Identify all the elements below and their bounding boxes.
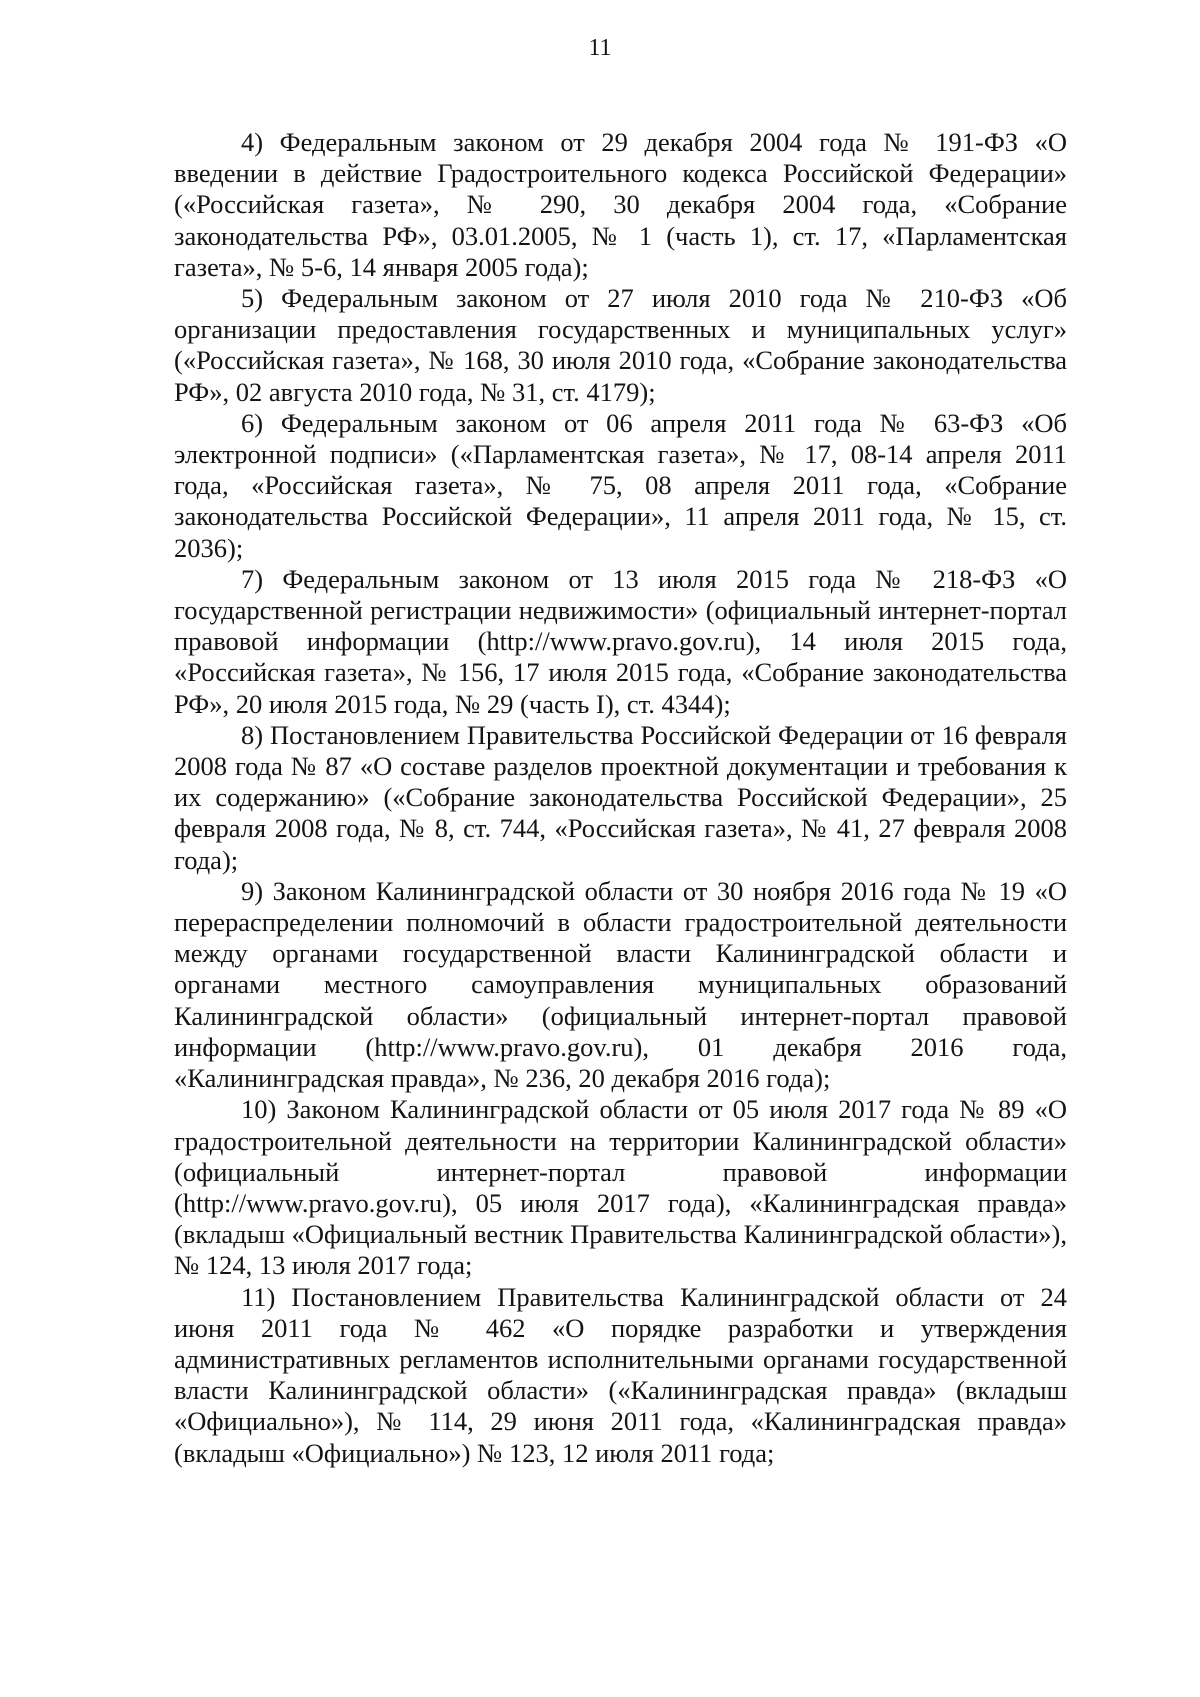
list-item-6: 6) Федеральным законом от 06 апреля 2011 года № 63-ФЗ «Об электронной подписи» («Парламентская газета», № 17, 08-14 апреля 2011 года, «Российская газета», № 75, 08 апреля 2011 года, «Собрание законодательства Российской Федерации», 11 апреля 2011 года, № 15, ст. 2036); <box>174 407 1067 563</box>
list-item-9: 9) Законом Калининградской области от 30 ноября 2016 года № 19 «О перераспределении полномочий в области градостроительной деятельности между органами государственной власти Калининградской области и органами местного самоуправления муниципальных образований Калининградской области» (официальный интернет-портал правовой информации (http://www.pravo.gov.ru), 01 декабря 2016 года, «Калининградская правда», № 236, 20 декабря 2016 года); <box>174 875 1067 1094</box>
list-item-10: 10) Законом Калининградской области от 05 июля 2017 года № 89 «О градостроительной деятельности на территории Калининградской области» (официальный интернет-портал правовой информации (http://www.pravo.gov.ru), 05 июля 2017 года), «Калининградская правда» (вкладыш «Официальный вестник Правительства Калининградской области»), № 124, 13 июля 2017 года; <box>174 1094 1067 1281</box>
list-item-4: 4) Федеральным законом от 29 декабря 2004 года № 191-ФЗ «О введении в действие Градостроительного кодекса Российской Федерации» («Российская газета», № 290, 30 декабря 2004 года, «Собрание законодательства РФ», 03.01.2005, № 1 (часть 1), ст. 17, «Парламентская газета», № 5-6, 14 января 2005 года); <box>174 127 1067 282</box>
list-item-7: 7) Федеральным законом от 13 июля 2015 года № 218-ФЗ «О государственной регистрации недвижимости» (официальный интернет-портал правовой информации (http://www.pravo.gov.ru), 14 июля 2015 года, «Российская газета», № 156, 17 июля 2015 года, «Собрание законодательства РФ», 20 июля 2015 года, № 29 (часть I), ст. 4344); <box>174 563 1067 719</box>
list-item-8: 8) Постановлением Правительства Российской Федерации от 16 февраля 2008 года № 87 «О составе разделов проектной документации и требования к их содержанию» («Собрание законодательства Российской Федерации», 25 февраля 2008 года, № 8, ст. 744, «Российская газета», № 41, 27 февраля 2008 года); <box>174 719 1067 875</box>
page-number: 11 <box>588 35 612 61</box>
list-item-11: 11) Постановлением Правительства Калининградской области от 24 июня 2011 года № 462 «О порядке разработки и утверждения административных регламентов исполнительными органами государственной власти Калининградской области» («Калининградская правда» (вкладыш «Официально»), № 114, 29 июня 2011 года, «Калининградская правда» (вкладыш «Официально») № 123, 12 июля 2011 года; <box>174 1281 1067 1468</box>
document-body <box>174 127 1067 1469</box>
list-item-5: 5) Федеральным законом от 27 июля 2010 года № 210-ФЗ «Об организации предоставления государственных и муниципальных услуг» («Российская газета», № 168, 30 июля 2010 года, «Собрание законодательства РФ», 02 августа 2010 года, № 31, ст. 4179); <box>174 283 1067 407</box>
